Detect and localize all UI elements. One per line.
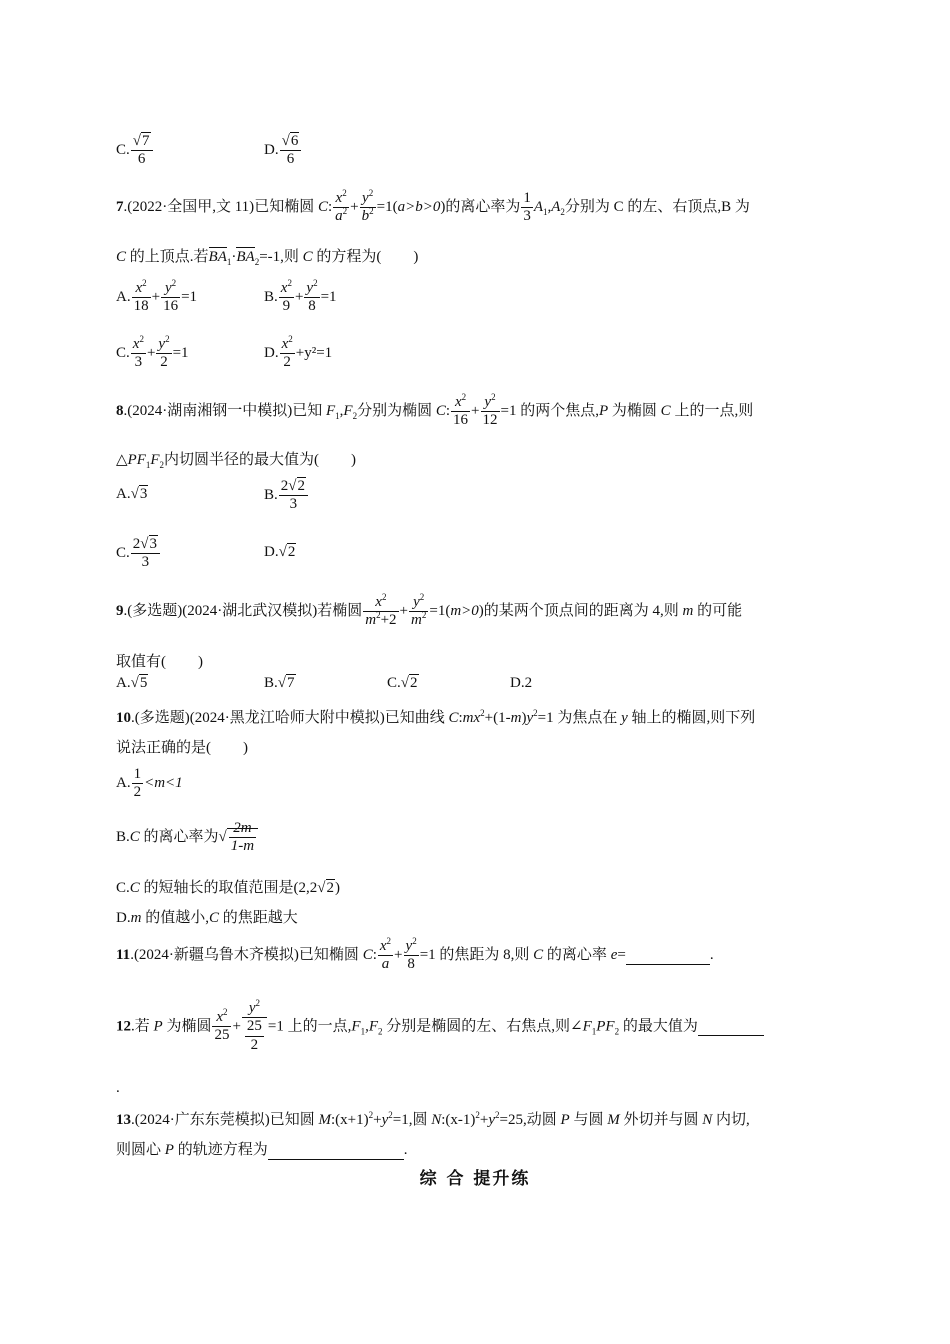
question-7-line-1: 7.(2022·全国甲,文 11)已知椭圆 C: $\frac{x^2}{a^2}$ + $\frac{y^2}{b^2}$ =1(a>b>0)的离心率为 $\frac{1}{3}$ $A_1,A_2$分别为 C 的左、右顶点,B 为 — [116, 188, 750, 225]
question-7-option-c: C. $\frac{x^2}{3}$ + $\frac{y^2}{2}$ =1 — [116, 334, 189, 371]
question-12: 12.若 P 为椭圆 $\frac{x^2}{25}$ + $\frac{y^2}{\frac{25}{2}}$ =1 上的一点$,F_1,F_2$ 分别是椭圆的左、右焦点,则$\angle F_1PF_2$ 的最大值为 — [116, 1000, 764, 1054]
question-10-option-d: D.m 的值越小,C 的焦距越大 — [116, 910, 298, 926]
question-8-option-b: B. $\frac{2√2}{3}$ — [264, 478, 309, 514]
prev-option-c: C. $\frac{√7}{6}$ — [116, 133, 154, 169]
question-10-option-c: C.C 的短轴长的取值范围是(2,2√2) — [116, 880, 341, 896]
question-10-option-b: B.C 的离心率为√ $\frac{2m}{1-m}$ — [116, 820, 258, 856]
question-9-line-1: 9.(多选题)(2024·湖北武汉模拟)若椭圆 $\frac{x^2}{m^2+2}$ + $\frac{y^2}{m^2}$ =1(m>0)的某两个顶点间的距离为 4,则 m 的可能 — [116, 592, 743, 629]
question-9-option-b: B.√7 — [264, 675, 295, 691]
question-12-end-dot: . — [116, 1080, 120, 1096]
answer-blank-13[interactable] — [268, 1142, 404, 1160]
answer-blank-12[interactable] — [698, 1018, 764, 1036]
question-10-option-a: A. $\frac{1}{2}$ <m<1 — [116, 766, 183, 801]
section-title: 综 合 提升练 — [419, 1169, 531, 1189]
prev-option-d: D. $\frac{√6}{6}$ — [264, 133, 302, 169]
question-7-line-2: C 的上顶点.若$BA_1\cdot BA_2=-1$,则 C 的方程为( ) — [116, 249, 419, 267]
question-7-option-d: D. $\frac{x^2}{2}$ +y²=1 — [264, 334, 333, 371]
question-13-line-1: 13.(2024·广东东莞模拟)已知圆 $M:(x+1)^2+y^2=1$,圆 $N:(x-1)^2+y^2=25$,动圆 P 与圆 M 外切并与圆 N 内切, — [116, 1110, 750, 1128]
question-9-line-2: 取值有( ) — [116, 654, 203, 670]
question-9-option-a: A.√5 — [116, 675, 148, 691]
question-8-option-d: D.√2 — [264, 544, 296, 560]
answer-blank-11[interactable] — [626, 947, 710, 965]
question-10-line-1: 10.(多选题)(2024·黑龙江哈师大附中模拟)已知曲线 $C:mx^2+(1-m)y^2=1$ 为焦点在 y 轴上的椭圆,则下列 — [116, 708, 756, 726]
question-8-option-a: A.√3 — [116, 486, 148, 502]
question-7-option-b: B. $\frac{x^2}{9}$ + $\frac{y^2}{8}$ =1 — [264, 278, 337, 315]
question-8-line-2: $\triangle PF_1F_2$内切圆半径的最大值为( ) — [116, 452, 357, 470]
question-9-option-d: D.2 — [510, 675, 533, 691]
question-8-line-1: 8.(2024·湖南湘钢一中模拟)已知 $F_1,F_2$分别为椭圆 C: $\frac{x^2}{16}$ + $\frac{y^2}{12}$ =1 的两个焦点,P 为椭圆 C 上的一点,则 — [116, 392, 754, 429]
question-8-option-c: C. $\frac{2√3}{3}$ — [116, 536, 161, 572]
question-9-option-c: C.√2 — [387, 675, 418, 691]
question-10-line-2: 说法正确的是( ) — [116, 740, 248, 756]
question-13-line-2: 则圆心 P 的轨迹方程为 . — [116, 1142, 408, 1158]
question-11: 11.(2024·新疆乌鲁木齐模拟)已知椭圆 C: $\frac{x^2}{a}$ + $\frac{y^2}{8}$ =1 的焦距为 8,则 C 的离心率 e= . — [116, 936, 714, 973]
question-7-option-a: A. $\frac{x^2}{18}$ + $\frac{y^2}{16}$ =1 — [116, 278, 198, 315]
